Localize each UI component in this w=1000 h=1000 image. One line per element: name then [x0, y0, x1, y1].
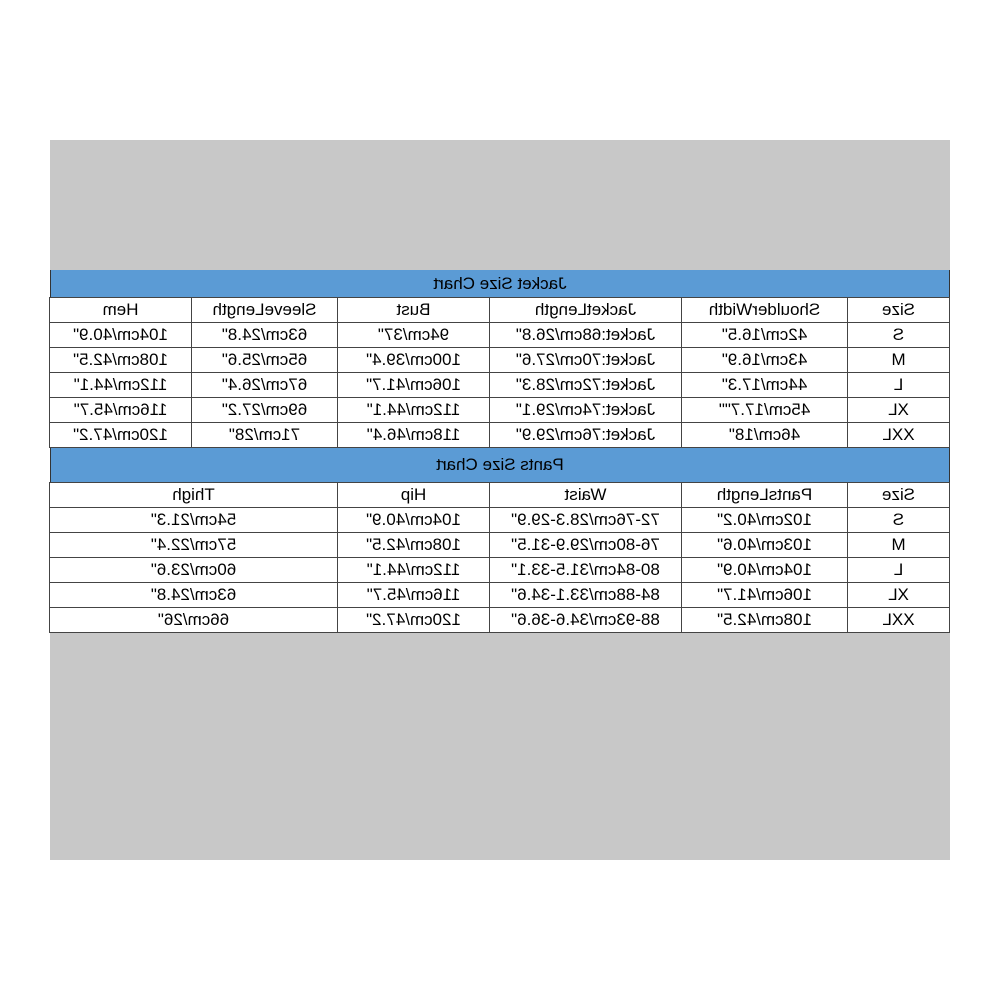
table-row: [50, 508, 950, 533]
table-row: [50, 348, 950, 373]
hem-cell: 112cm/44.1": [50, 373, 192, 398]
jacket-length-cell: Jacket:68cm/26.8": [490, 323, 682, 348]
hem-cell: 104cm/40.9": [50, 323, 192, 348]
bust-cell: 94cm/37": [338, 323, 490, 348]
header-hem: Hem: [50, 298, 192, 323]
hip-cell: 116cm/45.7": [338, 583, 490, 608]
size-cell: M: [848, 533, 950, 558]
header-hip: Hip: [338, 483, 490, 508]
pants-length-cell: 104cm/40.9": [682, 558, 848, 583]
sleeve-length-cell: 63cm/24.8": [192, 323, 338, 348]
sleeve-length-cell: 67cm/26.4": [192, 373, 338, 398]
thigh-cell: 63cm/24.8": [50, 583, 338, 608]
waist-cell: 76-80cm/29.9-31.5": [490, 533, 682, 558]
header-thigh: Thigh: [50, 483, 338, 508]
size-cell: L: [848, 558, 950, 583]
table-row: [50, 373, 950, 398]
bust-cell: 112cm/44.1": [338, 398, 490, 423]
jacket-chart-title: Jacket Size Chart: [50, 270, 950, 297]
jacket-length-cell: Jacket:74cm/29.1": [490, 398, 682, 423]
bust-cell: 106cm/41.7": [338, 373, 490, 398]
header-pants-length: PantsLength: [682, 483, 848, 508]
shoulder-width-cell: 43cm/16.9": [682, 348, 848, 373]
hem-cell: 116cm/45.7": [50, 398, 192, 423]
header-size: Size: [848, 483, 950, 508]
pants-length-cell: 102cm/40.2": [682, 508, 848, 533]
jacket-length-cell: Jacket:72cm/28.3": [490, 373, 682, 398]
thigh-cell: 54cm/21.3": [50, 508, 338, 533]
pants-length-cell: 106cm/41.7": [682, 583, 848, 608]
jacket-size-table: [49, 297, 950, 448]
hip-cell: 108cm/42.5": [338, 533, 490, 558]
hip-cell: 104cm/40.9": [338, 508, 490, 533]
shoulder-width-cell: 44cm/17.3": [682, 373, 848, 398]
sleeve-length-cell: 65cm/25.6": [192, 348, 338, 373]
table-row: [50, 608, 950, 633]
size-cell: S: [848, 323, 950, 348]
bust-cell: 100cm/39.4": [338, 348, 490, 373]
pants-length-cell: 103cm/40.6": [682, 533, 848, 558]
thigh-cell: 60cm/23.6": [50, 558, 338, 583]
sleeve-length-cell: 71cm/28": [192, 423, 338, 448]
table-row: [50, 323, 950, 348]
jacket-length-cell: Jacket:70cm/27.6": [490, 348, 682, 373]
header-bust: Bust: [338, 298, 490, 323]
size-cell: L: [848, 373, 950, 398]
hem-cell: 120cm/47.2": [50, 423, 192, 448]
table-row: [50, 558, 950, 583]
table-header-row: [50, 483, 950, 508]
pants-size-table: [49, 482, 950, 633]
header-sleeve-length: SleeveLength: [192, 298, 338, 323]
sleeve-length-cell: 69cm/27.2": [192, 398, 338, 423]
jacket-length-cell: Jacket:76cm/29.9": [490, 423, 682, 448]
pants-length-cell: 108cm/42.5": [682, 608, 848, 633]
waist-cell: 72-76cm/28.3-29.9": [490, 508, 682, 533]
shoulder-width-cell: 46cm/18": [682, 423, 848, 448]
size-cell: XL: [848, 583, 950, 608]
table-row: [50, 583, 950, 608]
header-size: Size: [848, 298, 950, 323]
header-shoulder-width: ShoulderWidth: [682, 298, 848, 323]
hip-cell: 120cm/47.2": [338, 608, 490, 633]
header-jacket-length: JacketLength: [490, 298, 682, 323]
size-cell: XXL: [848, 608, 950, 633]
pants-chart-title: Pants Size Chart: [50, 448, 950, 482]
thigh-cell: 66cm/26": [50, 608, 338, 633]
size-chart: [50, 270, 950, 633]
table-row: [50, 533, 950, 558]
waist-cell: 84-88cm/33.1-34.6": [490, 583, 682, 608]
hip-cell: 112cm/44.1": [338, 558, 490, 583]
table-header-row: [50, 298, 950, 323]
thigh-cell: 57cm/22.4": [50, 533, 338, 558]
size-cell: S: [848, 508, 950, 533]
header-waist: Waist: [490, 483, 682, 508]
size-cell: M: [848, 348, 950, 373]
bust-cell: 118cm/46.4": [338, 423, 490, 448]
hem-cell: 108cm/42.5": [50, 348, 192, 373]
size-cell: XXL: [848, 423, 950, 448]
waist-cell: 80-84cm/31.5-33.1": [490, 558, 682, 583]
waist-cell: 88-93cm/34.6-36.6": [490, 608, 682, 633]
shoulder-width-cell: 45cm/17.7"": [682, 398, 848, 423]
shoulder-width-cell: 42cm/16.5": [682, 323, 848, 348]
table-row: [50, 423, 950, 448]
table-row: [50, 398, 950, 423]
size-cell: XL: [848, 398, 950, 423]
